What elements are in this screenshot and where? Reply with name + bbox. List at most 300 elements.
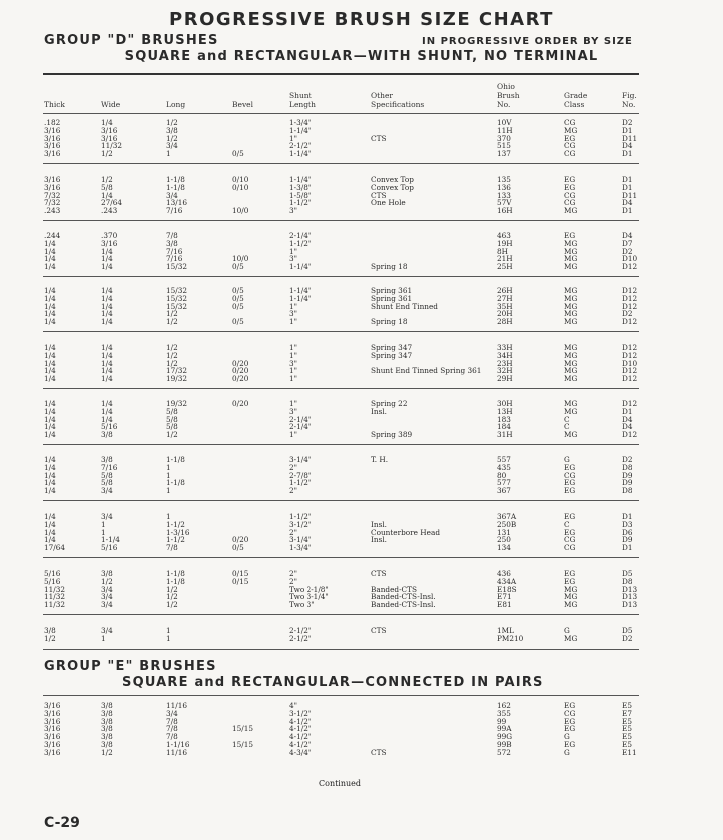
cell-wide: 1/4 xyxy=(101,293,113,303)
cell-grade-class: MG xyxy=(564,374,578,384)
cell-thick: 3/16 xyxy=(44,708,61,718)
cell-grade-class: EG xyxy=(564,701,576,710)
cell-fig-no: D8 xyxy=(622,462,633,472)
cell-ohio-brush-no: 133 xyxy=(497,190,511,200)
cell-grade-class: CG xyxy=(564,118,576,127)
cell-thick: 1/4 xyxy=(44,455,56,464)
cell-shunt-length: 2-1/4" xyxy=(289,231,312,240)
cell-shunt-length: 1" xyxy=(289,430,297,440)
cell-thick: 1/2 xyxy=(44,633,56,643)
cell-ohio-brush-no: 162 xyxy=(497,701,511,710)
cell-bevel: 0/20 xyxy=(232,366,249,376)
cell-ohio-brush-no: 436 xyxy=(497,569,511,578)
cell-grade-class: EG xyxy=(564,512,576,521)
cell-ohio-brush-no: 80 xyxy=(497,470,507,480)
cell-shunt-length: 1-3/4" xyxy=(289,543,312,553)
cell-other-specs: Banded-CTS-Insl. xyxy=(371,600,436,610)
cell-ohio-brush-no: 99 xyxy=(497,716,507,726)
cell-grade-class: MG xyxy=(564,430,578,440)
cell-wide: 1/4 xyxy=(101,358,113,368)
cell-thick: 3/16 xyxy=(44,175,61,184)
cell-other-specs: Spring 18 xyxy=(371,317,408,327)
cell-long: 3/8 xyxy=(166,125,178,135)
cell-long: 1-1/8 xyxy=(166,569,185,578)
cell-bevel: 0/5 xyxy=(232,286,244,295)
cell-thick: 1/4 xyxy=(44,462,56,472)
cell-grade-class: MG xyxy=(564,238,578,248)
cell-wide: 3/4 xyxy=(101,486,113,496)
cell-shunt-length: 3" xyxy=(289,206,297,216)
cell-long: 7/8 xyxy=(166,732,178,742)
cell-shunt-length: 3-1/2" xyxy=(289,708,312,718)
row-group xyxy=(0,513,723,552)
cell-bevel: 0/5 xyxy=(232,262,244,272)
cell-bevel: 10/0 xyxy=(232,254,249,264)
cell-wide: 3/16 xyxy=(101,238,118,248)
cell-fig-no: D4 xyxy=(622,414,633,424)
cell-ohio-brush-no: 28H xyxy=(497,317,513,327)
cell-shunt-length: 4-1/2" xyxy=(289,732,312,742)
cell-ohio-brush-no: 355 xyxy=(497,708,511,718)
cell-fig-no: D9 xyxy=(622,470,633,480)
cell-fig-no: D12 xyxy=(622,366,638,376)
cell-other-specs: CTS xyxy=(371,190,387,200)
col-header-ohio-brush-no: Ohio Brush No. xyxy=(497,82,520,109)
cell-shunt-length: 3-1/2" xyxy=(289,519,312,529)
cell-long: 1 xyxy=(166,512,171,521)
cell-long: 1-1/8 xyxy=(166,576,185,586)
cell-wide: 3/4 xyxy=(101,584,113,594)
cell-ohio-brush-no: 30H xyxy=(497,399,513,408)
cell-ohio-brush-no: 1ML xyxy=(497,626,514,635)
group-separator-rule xyxy=(43,163,639,164)
col-header-bevel: Bevel xyxy=(232,100,254,109)
cell-long: 1 xyxy=(166,486,171,496)
group-separator-rule xyxy=(43,614,639,615)
cell-thick: 11/32 xyxy=(44,592,66,602)
cell-shunt-length: 3-1/4" xyxy=(289,455,312,464)
cell-grade-class: MG xyxy=(564,125,578,135)
cell-wide: 1/4 xyxy=(101,317,113,327)
cell-bevel: 0/5 xyxy=(232,149,244,159)
cell-fig-no: D4 xyxy=(622,198,633,208)
cell-ohio-brush-no: 23H xyxy=(497,358,513,368)
cell-long: 3/8 xyxy=(166,238,178,248)
col-header-thick: Thick xyxy=(44,100,65,109)
cell-fig-no: E11 xyxy=(622,747,637,757)
cell-shunt-length: 1" xyxy=(289,246,297,256)
cell-long: 1 xyxy=(166,149,171,159)
cell-thick: 3/16 xyxy=(44,716,61,726)
cell-fig-no: E5 xyxy=(622,732,632,742)
cell-thick: 1/4 xyxy=(44,422,56,432)
cell-long: 3/4 xyxy=(166,708,178,718)
table-row xyxy=(0,521,723,529)
cell-long: 1-3/16 xyxy=(166,527,190,537)
cell-grade-class: EG xyxy=(564,569,576,578)
cell-thick: 3/16 xyxy=(44,747,61,757)
cell-thick: 7/32 xyxy=(44,190,61,200)
cell-other-specs: Insl. xyxy=(371,519,387,529)
cell-ohio-brush-no: 367A xyxy=(497,512,517,521)
cell-thick: 1/4 xyxy=(44,406,56,416)
cell-long: 1 xyxy=(166,626,171,635)
cell-wide: 1/4 xyxy=(101,406,113,416)
cell-ohio-brush-no: 57V xyxy=(497,198,512,208)
cell-bevel: 0/5 xyxy=(232,293,244,303)
cell-thick: 3/16 xyxy=(44,141,61,151)
cell-shunt-length: 1-3/4" xyxy=(289,118,312,127)
cell-long: 1-1/16 xyxy=(166,739,190,749)
cell-ohio-brush-no: 137 xyxy=(497,149,511,159)
cell-wide: 7/16 xyxy=(101,462,118,472)
cell-bevel: 0/10 xyxy=(232,182,249,192)
cell-other-specs: Shunt End Tinned Spring 361 xyxy=(371,366,482,376)
cell-fig-no: D2 xyxy=(622,455,633,464)
cell-wide: 1/4 xyxy=(101,343,113,352)
cell-long: 15/32 xyxy=(166,286,188,295)
cell-thick: .244 xyxy=(44,231,61,240)
continued-note: Continued xyxy=(319,779,362,788)
cell-grade-class: G xyxy=(564,732,570,742)
cell-shunt-length: 4-1/2" xyxy=(289,716,312,726)
cell-long: 5/8 xyxy=(166,406,178,416)
cell-long: 1/2 xyxy=(166,430,178,440)
cell-wide: 1/4 xyxy=(101,350,113,360)
cell-long: 7/16 xyxy=(166,254,183,264)
cell-shunt-length: 2-1/2" xyxy=(289,633,312,643)
table-row xyxy=(0,375,723,383)
cell-fig-no: D2 xyxy=(622,309,633,319)
cell-wide: 1/4 xyxy=(101,399,113,408)
cell-ohio-brush-no: 32H xyxy=(497,366,513,376)
header-top-rule xyxy=(43,73,639,75)
cell-grade-class: MG xyxy=(564,366,578,376)
cell-other-specs: Banded-CTS xyxy=(371,584,417,594)
cell-ohio-brush-no: 31H xyxy=(497,430,513,440)
cell-shunt-length: 1-1/4" xyxy=(289,286,312,295)
cell-wide: 3/4 xyxy=(101,592,113,602)
cell-long: 1/2 xyxy=(166,317,178,327)
cell-fig-no: D12 xyxy=(622,262,638,272)
cell-thick: 7/32 xyxy=(44,198,61,208)
cell-grade-class: MG xyxy=(564,358,578,368)
cell-thick: 1/4 xyxy=(44,358,56,368)
cell-shunt-length: 3" xyxy=(289,406,297,416)
cell-fig-no: D1 xyxy=(622,543,633,553)
cell-wide: 3/8 xyxy=(101,701,113,710)
table-row xyxy=(0,601,723,609)
cell-shunt-length: Two 3" xyxy=(289,600,315,610)
cell-fig-no: D13 xyxy=(622,600,638,610)
cell-wide: 3/8 xyxy=(101,732,113,742)
cell-grade-class: EG xyxy=(564,133,576,143)
cell-fig-no: D10 xyxy=(622,254,638,264)
cell-wide: .370 xyxy=(101,231,118,240)
cell-other-specs: Spring 389 xyxy=(371,430,413,440)
cell-other-specs: Shunt End Tinned xyxy=(371,301,438,311)
cell-thick: 5/16 xyxy=(44,569,61,578)
cell-shunt-length: 3" xyxy=(289,309,297,319)
cell-thick: 1/4 xyxy=(44,262,56,272)
cell-shunt-length: 3" xyxy=(289,358,297,368)
table-row xyxy=(0,544,723,552)
cell-grade-class: C xyxy=(564,519,570,529)
cell-ohio-brush-no: 26H xyxy=(497,286,513,295)
row-group xyxy=(0,627,723,643)
cell-grade-class: CG xyxy=(564,470,576,480)
cell-shunt-length: 2" xyxy=(289,527,297,537)
cell-bevel: 15/15 xyxy=(232,739,254,749)
header-bottom-rule xyxy=(43,113,639,114)
cell-bevel: 10/0 xyxy=(232,206,249,216)
cell-long: 1/2 xyxy=(166,592,178,602)
cell-shunt-length: 1-5/8" xyxy=(289,190,312,200)
cell-other-specs: One Hole xyxy=(371,198,406,208)
cell-other-specs: Convex Top xyxy=(371,175,414,184)
cell-other-specs: CTS xyxy=(371,747,387,757)
row-group xyxy=(0,400,723,439)
cell-long: 1/2 xyxy=(166,584,178,594)
cell-wide: 1/4 xyxy=(101,246,113,256)
cell-wide: 3/16 xyxy=(101,133,118,143)
cell-wide: 1/4 xyxy=(101,414,113,424)
row-group xyxy=(0,287,723,326)
cell-long: 1-1/8 xyxy=(166,175,185,184)
cell-ohio-brush-no: 136 xyxy=(497,182,511,192)
cell-fig-no: D2 xyxy=(622,246,633,256)
cell-thick: 1/4 xyxy=(44,527,56,537)
cell-grade-class: G xyxy=(564,747,570,757)
cell-long: 1/2 xyxy=(166,600,178,610)
cell-wide: 1/4 xyxy=(101,301,113,311)
cell-long: 7/8 xyxy=(166,724,178,734)
cell-wide: 1/4 xyxy=(101,190,113,200)
row-group xyxy=(0,702,723,757)
table-row xyxy=(0,150,723,158)
cell-grade-class: MG xyxy=(564,309,578,319)
cell-wide: 1/4 xyxy=(101,262,113,272)
cell-wide: 3/8 xyxy=(101,430,113,440)
cell-ohio-brush-no: 250 xyxy=(497,535,511,545)
cell-shunt-length: 4-1/2" xyxy=(289,724,312,734)
cell-thick: 3/16 xyxy=(44,125,61,135)
cell-wide: 3/8 xyxy=(101,739,113,749)
cell-bevel: 0/5 xyxy=(232,543,244,553)
cell-thick: 17/64 xyxy=(44,543,66,553)
cell-ohio-brush-no: 27H xyxy=(497,293,513,303)
cell-fig-no: D2 xyxy=(622,118,633,127)
table-row xyxy=(0,513,723,521)
cell-ohio-brush-no: 435 xyxy=(497,462,511,472)
cell-shunt-length: 1-1/2" xyxy=(289,512,312,521)
cell-thick: 1/4 xyxy=(44,519,56,529)
cell-other-specs: Spring 22 xyxy=(371,399,408,408)
cell-grade-class: CG xyxy=(564,141,576,151)
cell-other-specs: Spring 18 xyxy=(371,262,408,272)
cell-fig-no: D12 xyxy=(622,350,638,360)
cell-long: 1/2 xyxy=(166,358,178,368)
cell-grade-class: CG xyxy=(564,198,576,208)
cell-fig-no: D13 xyxy=(622,592,638,602)
cell-fig-no: D12 xyxy=(622,374,638,384)
cell-ohio-brush-no: 33H xyxy=(497,343,513,352)
cell-thick: 1/4 xyxy=(44,286,56,295)
cell-ohio-brush-no: 183 xyxy=(497,414,511,424)
cell-long: 7/8 xyxy=(166,543,178,553)
cell-shunt-length: 1-1/4" xyxy=(289,262,312,272)
cell-fig-no: D4 xyxy=(622,422,633,432)
group-separator-rule xyxy=(43,220,639,221)
cell-ohio-brush-no: 131 xyxy=(497,527,511,537)
cell-wide: 3/8 xyxy=(101,455,113,464)
cell-fig-no: D1 xyxy=(622,206,633,216)
group-separator-rule xyxy=(43,500,639,501)
cell-grade-class: MG xyxy=(564,406,578,416)
cell-long: 19/32 xyxy=(166,374,188,384)
cell-thick: 1/4 xyxy=(44,478,56,488)
cell-other-specs: Spring 361 xyxy=(371,286,413,295)
cell-long: 5/8 xyxy=(166,414,178,424)
cell-ohio-brush-no: 557 xyxy=(497,455,511,464)
page-number: C-29 xyxy=(44,815,80,831)
cell-bevel: 0/10 xyxy=(232,175,249,184)
cell-thick: 1/4 xyxy=(44,374,56,384)
cell-grade-class: MG xyxy=(564,286,578,295)
cell-wide: 1/2 xyxy=(101,576,113,586)
cell-wide: 1/4 xyxy=(101,286,113,295)
cell-long: 11/16 xyxy=(166,747,188,757)
cell-fig-no: D12 xyxy=(622,301,638,311)
cell-ohio-brush-no: 367 xyxy=(497,486,511,496)
cell-bevel: 0/20 xyxy=(232,358,249,368)
cell-grade-class: EG xyxy=(564,182,576,192)
cell-thick: 1/4 xyxy=(44,254,56,264)
cell-ohio-brush-no: 370 xyxy=(497,133,511,143)
cell-shunt-length: 1-1/4" xyxy=(289,293,312,303)
cell-grade-class: MG xyxy=(564,317,578,327)
col-header-fig-no: Fig. No. xyxy=(622,91,637,109)
cell-grade-class: MG xyxy=(564,633,578,643)
cell-wide: 1/4 xyxy=(101,366,113,376)
cell-shunt-length: 1" xyxy=(289,133,297,143)
cell-fig-no: D12 xyxy=(622,317,638,327)
cell-fig-no: D12 xyxy=(622,430,638,440)
cell-other-specs: T. H. xyxy=(371,455,389,464)
cell-shunt-length: 2" xyxy=(289,462,297,472)
cell-thick: 1/4 xyxy=(44,512,56,521)
cell-wide: 3/4 xyxy=(101,600,113,610)
cell-wide: 3/8 xyxy=(101,569,113,578)
cell-wide: 1/4 xyxy=(101,374,113,384)
cell-thick: 3/8 xyxy=(44,626,56,635)
cell-long: 3/4 xyxy=(166,190,178,200)
cell-wide: 1 xyxy=(101,527,106,537)
group-e-top-rule xyxy=(43,695,639,696)
cell-fig-no: D9 xyxy=(622,535,633,545)
group-separator-rule xyxy=(43,557,639,558)
cell-fig-no: D4 xyxy=(622,141,633,151)
cell-other-specs: Counterbore Head xyxy=(371,527,441,537)
cell-long: 3/4 xyxy=(166,141,178,151)
cell-shunt-length: 4-1/2" xyxy=(289,739,312,749)
cell-wide: 1/4 xyxy=(101,309,113,319)
cell-wide: 1/4 xyxy=(101,254,113,264)
table-row xyxy=(0,627,723,635)
cell-thick: 1/4 xyxy=(44,399,56,408)
cell-shunt-length: 3" xyxy=(289,254,297,264)
cell-wide: 27/64 xyxy=(101,198,123,208)
cell-grade-class: EG xyxy=(564,486,576,496)
cell-long: 19/32 xyxy=(166,399,188,408)
cell-long: 15/32 xyxy=(166,262,188,272)
group-e-subheading: SQUARE and RECTANGULAR—CONNECTED IN PAIRS xyxy=(122,675,544,690)
cell-ohio-brush-no: 434A xyxy=(497,576,517,586)
cell-bevel: 0/20 xyxy=(232,399,249,408)
cell-thick: 1/4 xyxy=(44,430,56,440)
cell-grade-class: EG xyxy=(564,175,576,184)
cell-grade-class: C xyxy=(564,422,570,432)
cell-wide: 5/8 xyxy=(101,470,113,480)
cell-wide: 1/2 xyxy=(101,747,113,757)
cell-fig-no: D2 xyxy=(622,633,633,643)
cell-wide: 1/2 xyxy=(101,175,113,184)
col-header-shunt-length: Shunt Length xyxy=(289,91,316,109)
cell-ohio-brush-no: 20H xyxy=(497,309,513,319)
cell-grade-class: MG xyxy=(564,301,578,311)
cell-long: 7/8 xyxy=(166,231,178,240)
cell-wide: 5/8 xyxy=(101,182,113,192)
cell-grade-class: MG xyxy=(564,343,578,352)
cell-ohio-brush-no: 34H xyxy=(497,350,513,360)
cell-grade-class: CG xyxy=(564,543,576,553)
cell-thick: 5/16 xyxy=(44,576,61,586)
cell-fig-no: D6 xyxy=(622,527,633,537)
cell-long: 1/2 xyxy=(166,309,178,319)
cell-grade-class: EG xyxy=(564,716,576,726)
cell-fig-no: D5 xyxy=(622,626,633,635)
cell-thick: 3/16 xyxy=(44,701,61,710)
cell-wide: 3/8 xyxy=(101,724,113,734)
cell-wide: .243 xyxy=(101,206,118,216)
table-row xyxy=(0,635,723,643)
cell-other-specs: Banded-CTS-Insl. xyxy=(371,592,436,602)
cell-ohio-brush-no: 21H xyxy=(497,254,513,264)
cell-thick: 1/4 xyxy=(44,293,56,303)
cell-grade-class: MG xyxy=(564,399,578,408)
cell-other-specs: Spring 347 xyxy=(371,350,413,360)
cell-ohio-brush-no: 99B xyxy=(497,739,512,749)
cell-shunt-length: 2-7/8" xyxy=(289,470,312,480)
cell-grade-class: CG xyxy=(564,535,576,545)
cell-grade-class: EG xyxy=(564,478,576,488)
cell-shunt-length: 1" xyxy=(289,350,297,360)
cell-ohio-brush-no: 515 xyxy=(497,141,511,151)
group-separator-rule xyxy=(43,649,639,650)
cell-shunt-length: 1-1/4" xyxy=(289,149,312,159)
cell-long: 7/16 xyxy=(166,206,183,216)
table-row xyxy=(0,487,723,495)
cell-wide: 1/4 xyxy=(101,118,113,127)
cell-grade-class: MG xyxy=(564,206,578,216)
cell-shunt-length: 2" xyxy=(289,569,297,578)
cell-fig-no: D1 xyxy=(622,512,633,521)
cell-thick: .243 xyxy=(44,206,61,216)
cell-thick: 1/4 xyxy=(44,535,56,545)
cell-wide: 3/4 xyxy=(101,626,113,635)
cell-fig-no: E5 xyxy=(622,701,632,710)
cell-wide: 5/8 xyxy=(101,478,113,488)
